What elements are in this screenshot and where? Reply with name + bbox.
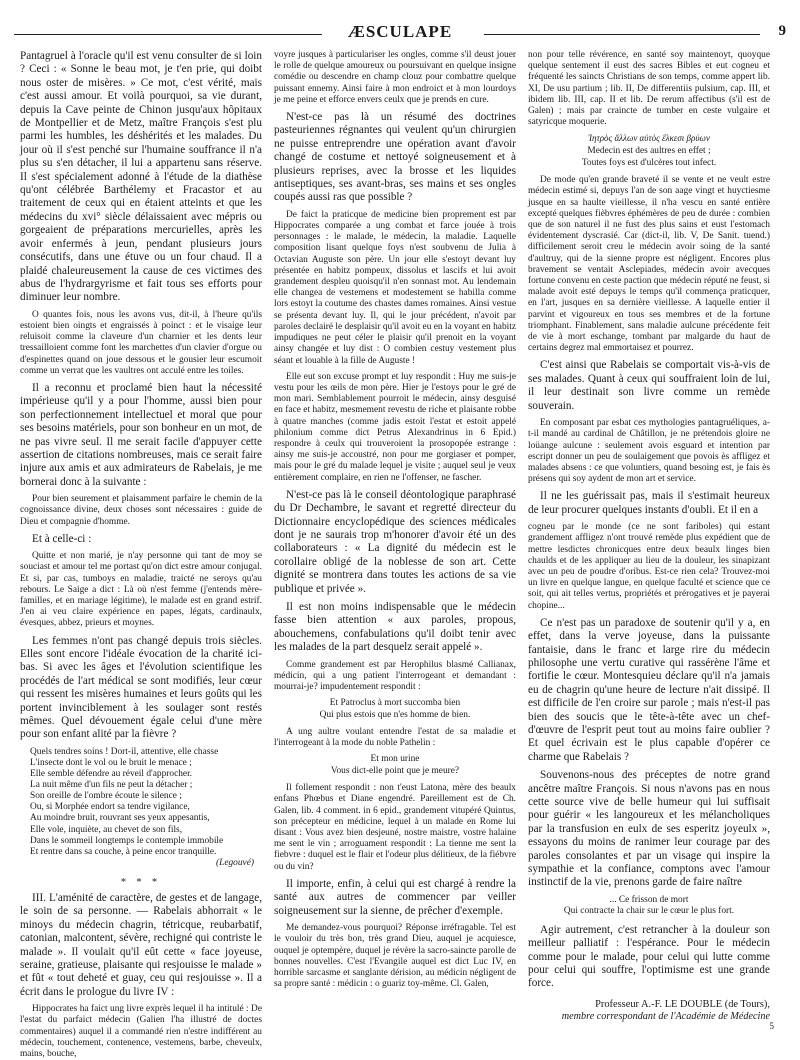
poem-line: Elle vole, inquiète, au chevet de son fils, (30, 824, 183, 835)
greek-verse: Ἰητρὸς ἄλλων αὐτὸς ἕλκεσι βρύων (588, 133, 710, 144)
paragraph: Il importe, enfin, à celui qui est chargé à rendre la santé aux autres de commencer par veiller soigneusement sur la sienne, de prêcher d'exemple. (274, 877, 516, 917)
column-1 (20, 50, 262, 1059)
quotation: Quitte et non marié, je n'ay personne qui tant de moy se souciast et amour tel me portast qu'on dict estre amour conjugal. Et si, par cas, tumboys en maladie, traicté ne seroys qu'au rebours. Le Saige a dict : Là où n'est femme (j'entends mère-familles, et en mariage légitime), le malade est en grand estrif. J'en ai veu claire expérience en papes, légats, cardinaulx, évesques, abbez, prieurs et moynes. (20, 551, 262, 629)
paragraph: Et à celle-ci : (32, 532, 92, 545)
quotation: Me demandez-vous pourquoi? Réponse irréfragable. Tel est le vouloir du très bon, très grand Dieu, auquel je acquiesce, ouquel je optempère, duquel je révère la sacro-saincte parolle de bonnes nouvelles. C'est l'Evangile auquel est dict Luc IV, en horrible sarcasme et sanglante dérision, au médicin négligent de sa propre santé : médicin : o guariz toy-même. Cl. Galen, (274, 923, 516, 990)
page-number: 9 (778, 23, 786, 39)
verse-couplet (528, 895, 770, 918)
paragraph: Il est non moins indispensable que le médecin fasse bien attention « aux paroles, propous, abouchemens, confabulations qu'il doibt tenir avec les malades de la part desquelz serait appelé ». (274, 600, 516, 654)
paragraph: Il a reconnu et proclamé bien haut la nécessité impérieuse qu'il y a pour l'homme, aussi bien pour son perfectionnement intellectuel et moral que pour ses besoins matériels, pour son bonheur en un mot, de ne pas vivre seul. Il me serait facile d'appuyer cette assertion de citations nombreuses, mais ce serait faire injure aux amis et aux admirateurs de Rabelais, je me bornerai donc à la suivante : (20, 381, 262, 488)
poem-line: Ou, si Morphée endort sa tendre vigilance, (30, 802, 190, 813)
verse-line: Qui contracte la chair sur le cœur le plus fort. (563, 906, 735, 917)
column-2 (274, 50, 516, 1035)
poem-line: Quels tendres soins ! Dort-il, attentive, elle chasse (30, 746, 219, 757)
section-heading-paragraph: III. L'aménité de caractère, de gestes et de langage, le soin de sa personne. — Rabelais abhorrait « le minoys du médecin chagrin, tétricque, reubarbatif, catonian, malcontent, sévère, rechigné qui contriste le malade ». Il voulait qu'il eût cette « face joyeuse, seraine, gratieuse, plaisante qui resjouisse le malade » et fût « tout deheté et guay, ceu qui resjouisse ». Il a écrit dans le prologue du livre IV : (20, 891, 262, 998)
page-header (14, 22, 786, 42)
paragraph: Agir autrement, c'est retrancher à la douleur son meilleur palliatif : l'espérance. Pour le médecin comme pour le malade, pour celui qui lutte comme pour celui qui souffre, l'optimisme est une grande force. (528, 923, 770, 990)
quotation: Comme grandement est par Herophilus blasmé Callianax, médicin, qui a ung patient l'interrogeant et demandant : mourrai-je? impudentement respondit : (274, 659, 516, 693)
verse-line: ... Ce frisson de mort (609, 894, 689, 905)
paragraph: N'est-ce pas là un résumé des doctrines pasteuriennes régnantes qui veulent qu'un chirurgien ne puisse entreprendre une opération avant d'avoir changé de costume et nettoyé soigneusement et à plusieurs reprises, avec la brosse et les liquides antiseptiques, ses avant-bras, ses mains et ses ongles coupés aussi ras que possible ? (274, 111, 516, 204)
paragraph: Ce n'est pas un paradoxe de soutenir qu'il y a, en effet, dans la verve joyeuse, dans la puissante fantaisie, dans le franc et large rire du médecin philosophe une vertu curative qui rassérène l'âme et fortifie le cœur. Montesquieu déclare qu'il n'a jamais eu de chagrin qu'une heure de lecture n'ait dissipé. Il est difficile de l'en croire sur parole ; mais n'est-il pas bien des soucis que le tête-à-tête avec un chef-d'œuvre de l'esprit peut tout au moins faire oublier ? Et quel écrivain est le plus capable d'opérer ce charme que Rabelais ? (528, 616, 770, 763)
verse-line: Qui plus estois que n'es homme de bien. (319, 709, 471, 720)
quotation: De mode qu'en grande braveté il se vente et ne veult estre médecin estimé si, depuys l'an de son aage vingt et huyctiesme jusque en sa haulte vieillesse, il n'ha vescu en santé entière excepté quelques fièbvres éphémères de peu de durée : combien que de son naturel il ne fust des plus sains et eust l'estomach évidentement dyscrasié. Car (dict-il, lib. V, De Sanit. tuend.) difficilement seroit creu le médecin avoir soing de la santé d'aultruy, qui de la sienne propre est négligent. Encores plus bravement se ventait Asclepiades, médecin avoir avecques fortune convenu en ceste paction que médecin réputé ne feust, si malade avoit esté depuys le temps qu'il commença praticquer, en l'art, jusques en sa dernière vieillesse. A laquelle entier il parvint et vigoureux en tous ses membres et de la fortune triomphant. Finablement, sans maladie aulcune précédente feit de vie à mort eschange, tombant par malgarde du haut de certains degrez mal emmortaisez et pourrez. (528, 175, 770, 354)
poem-line: Au moindre bruit, rouvrant ses yeux appesantis, (30, 813, 210, 824)
section-separator: * * * (121, 876, 161, 888)
header-rule-right (484, 34, 760, 35)
verse-couplet (274, 754, 516, 777)
quotation: En composant par esbat ces mythologies pantagruéliques, a-t-il mandé au cardinal de Châtillon, je ne prétendois gloire ne loüange aulcune : seulement avois esguard et intention par escript donner un peu de soulaigement que povois ès affligez et malades absens : ce que voluntiers, quand besoing est, je fais ès présens qui soy aydent de mon art et service. (528, 418, 770, 485)
author-affiliation: membre correspondant de l'Académie de Médecine (561, 1011, 770, 1023)
verse-line: Toutes foys est d'ulcères tout infect. (581, 157, 717, 168)
paragraph: C'est ainsi que Rabelais se comportait vis-à-vis de ses malades. Quant à ceux qui souffraient loin de lui, il leur destinait son livre comme un remède souverain. (528, 359, 770, 412)
quotation: Pour bien seurement et plaisamment parfaire le chemin de la cognoissance divine, deux choses sont nécessaires : guide de Dieu et compagnie d'homme. (20, 494, 262, 527)
quotation: voyre jusques à particulariser les ongles, comme s'il deust jouer le rolle de quelque amoureux ou poursuivant en quelque insigne comédie ou descendre en champ clouz pour combattre quelque puissant ennemy. Ainsi faire à mon endroict et à mon lourdoys je me peine et efforce envers ceulx que je prends en cure. (274, 50, 516, 105)
article-columns (20, 50, 790, 1059)
verse-couplet (528, 146, 770, 169)
poem-line: Et rentre dans sa couche, à peine encor tranquille. (30, 846, 217, 857)
paragraph: N'est-ce pas là le conseil déontologique paraphrasé du Dr Dechambre, le savant et regretté directeur du Dictionnaire encyclopédique des sciences médicales dont je ne saurais trop m'honorer d'avoir été un des collaborateurs : « La dignité du médecin est le corollaire obligé de la noblesse de son art. Cette dignité se montrera dans toutes les actions de sa vie publique et privée ». (274, 488, 516, 595)
poem-author: (Legouvé) (215, 857, 254, 868)
paragraph: Pantagruel à l'oracle qu'il est venu consulter de si loin ? Ceci : « Sonne le beau mot, je t'en prie, qui doibt nous oster de misères. » Ce mot, c'est vérité, mais c'est aussi amour. Et voilà pourquoi, sa vie durant, depuis la Cave peinte de Chinon jusqu'aux hôpitaux de Montpellier et de Metz, maître François s'est plu parmi les humbles, les déshérités et les malades. Du jour où il s'est penché sur l'humaine souffrance il n'a plus su s'en détacher, il lui a appartenu sans réserve. Il s'est spécialement adonné à l'étude de la diathèse qu'ont célébrée Barthélemy et Fracastor et au traitement de ceux qui en étaient atteints et que les médecins du xvi° siècle délaissaient avec mépris ou gorgeaient de préparations mercurielles, après les avoir enfermés à jeun, pendant plusieurs jours consécutifs, dans une étuve ou un four chaud. Il a plaidé chaleureusement la cause de ces victimes des abus de l'hydrargyrisme et fait tous ses efforts pour diminuer leur nombre. (20, 50, 262, 304)
quotation: non pour telle révérence, en santé soy maintenoyt, quoyque quelque sentement il eust des sacres Bibles et eut cogneu et fréquenté les saincts Christians de son temps, comme appert lib. XI, De usu partium ; lib. II, De differentiis pulsium, cap. III, et ibidem lib. III, cap. II et lib. De rerum affectibus (s'il est de Galen) ; mais par craincte de tumber en ceste vulgaire et satyricque moquerie. (528, 50, 770, 128)
verse-couplet (274, 698, 516, 721)
quotation: Il follement respondit : non t'eust Latona, mère des beaulx enfans Phœbus et Diane engendré. Pareillement est de Ch. Galen, lib. 4 comment. in 6 epid., grandement vitupéré Quintus, son précepteur en médicine, lequel à un malade en Rome lui disant : Vous avez bien desjeuné, nostre maistre, vostre halaine me sent le vin ; arroguament respondit : La tienne me sent la fiebvre : duquel est le flair et l'odeur plus délitieux, de la fiébvre ou du vin? (274, 783, 516, 872)
verse-line: Vous dict-elle point que je meure? (330, 765, 460, 776)
journal-title: ÆSCULAPE (347, 22, 453, 41)
quotation: Hippocrates ha faict ung livre exprès lequel il ha intitulé : De l'estat du parfaict médecin (Galien l'ha illustré de doctes commentaires) auquel il a commandé rien n'estre indifférent au médecin, touchement, contenence, vestemens, barbe, cheveulx, mains, bouche, (20, 1004, 262, 1059)
quotation: De faict la praticque de medicine bien proprement est par Hippocrates comparée a ung combat et farce jouée à trois personnages : le malade, le médecin, la maladie. Laquelle composition lisant quelque foys n'est soubvenu de Julia à Octavian Auguste son père. Un jour elle s'estoyt devant luy présentée en habitz pompeux, dissolus et lascifs et lui avoit grandement despleu quoisqu'il n'en sonnast mot. Au lendemain elle changea de vestemens et modestement se habilla comme lors estoyt la coutume des chastes dames romaines. Ainsi vestue se présenta devant luy. Il, qui le jour précédent, n'avoit par paroles declairé le desplaisir qu'il avoit eu en la voyant en habitz impudiques ne peut céler le plaisir qu'il prenoit en la voyant ainsy changée et luy dist : O combien cestuy vestement plus séant et louable à la fille de Auguste ! (274, 209, 516, 366)
paragraph: Il ne les guérissait pas, mais il s'estimait heureux de leur procurer quelques instants d'oubli. Et il en a (528, 490, 770, 516)
poem-line: L'insecte dont le vol ou le bruit le menace ; (30, 757, 192, 768)
quotation: A ung aultre voulant entendre l'estat de sa maladie et l'interrogeant à la mode du noble Pathelin : (274, 727, 516, 749)
verse-line: Et Patroclus à mort succomba bien (329, 698, 461, 709)
quotation: cogneu par le monde (ce ne sont fariboles) qui estant grandement affligez n'ont trouvé remède plus expédient que de mettre lesdictes chronicques entre deux beaulx linges bien chaulds et de les appliquer au lieu de la douleur, les sinapizant avec un peu de poudre d'oribus. Est-ce rien cela? Trouvez-moi un livre en quelque langue, en quelque faculté et science que ce soit, qui ait telles vertus, propriétés et prérogatives et je payerai chopine... (528, 522, 770, 611)
author-signature: Professeur A.-F. LE DOUBLE (de Tours), (595, 998, 770, 1010)
quotation: O quantes fois, nous les avons vus, dit-il, à l'heure qu'ils estoient bien oingts et engraissés à poinct : et le visaige leur reluisoit comme la claveure d'un charnier et les dents leur tressailloient comme font les marchettes d'un clavier d'orgue ou d'espinettes quand on joue dessous et le gousier leur escumoit comme un verrat que les vaultres ont acculé entre les toiles. (20, 309, 262, 376)
poem-line: La nuit même d'un fils ne peut la détacher ; (30, 780, 193, 791)
poem (30, 747, 262, 869)
paragraph: Les femmes n'ont pas changé depuis trois siècles. Elles sont encore l'idéale évocation de la charité ici-bas. Si avec les âges et l'évolution scientifique les procédés de l'art médical se sont modifiés, leur cœur qui ressent les misères humaines et leurs goûts qui les portent invinciblement à les soulager sont restés mêmes. Quel dévouement égale celui d'une mère pour son enfant alité par la fièvre ? (20, 634, 262, 741)
verse-line: Medecin est des aultres en effet ; (587, 146, 711, 157)
poem-line: Elle semble défendre au réveil d'approcher. (30, 769, 193, 780)
poem-line: Son oreille de l'ombre écoute le silence ; (30, 791, 182, 802)
quotation: Elle eut son excuse prompt et luy respondit : Huy me suis-je vestu pour les œils de mon père. Hier je l'estoys pour le gré de mon mari. Semblablement pourroit le médecin, ainsy desguisé en face et habitz, mesmement revestu de riche et plaisante robbe à quatre manches (comme jadis estoit l'estat et estoit appelé philonium comme dict Petrus Alexandrinus in 6 Epid.) respondre à ceulx qui trouveroient la prosopopée estrange : ainsy me suis-je accoustré, non pour me gorgiaser et pomper, mais pour le gré du malade lequel je visite ; auquel seul je veux entièrement complaire, en rien ne l'offenser, ne fascher. (274, 371, 516, 483)
poem-line: Dans le sommeil longtemps le contemple immobile (30, 835, 224, 846)
verse-line: Et mon urine (370, 754, 420, 765)
column-3 (528, 50, 770, 1035)
paragraph: Souvenons-nous des préceptes de notre grand ancêtre maître François. Si nous n'avons pas en nous cette source vive de belle humeur qui lui suffisait pour guérir « les langoureux et les mélancholiques par la transfusion en eulx de ses esperitz joyeulx », essayons du moins de ranimer leur courage par des paroles consolantes et par un visage qui inspire la sympathie et la confiance, comptons avec l'amour instinctif de la vie, prenons garde de faire naître (528, 769, 770, 889)
footer-mark: 5 (769, 1021, 774, 1031)
